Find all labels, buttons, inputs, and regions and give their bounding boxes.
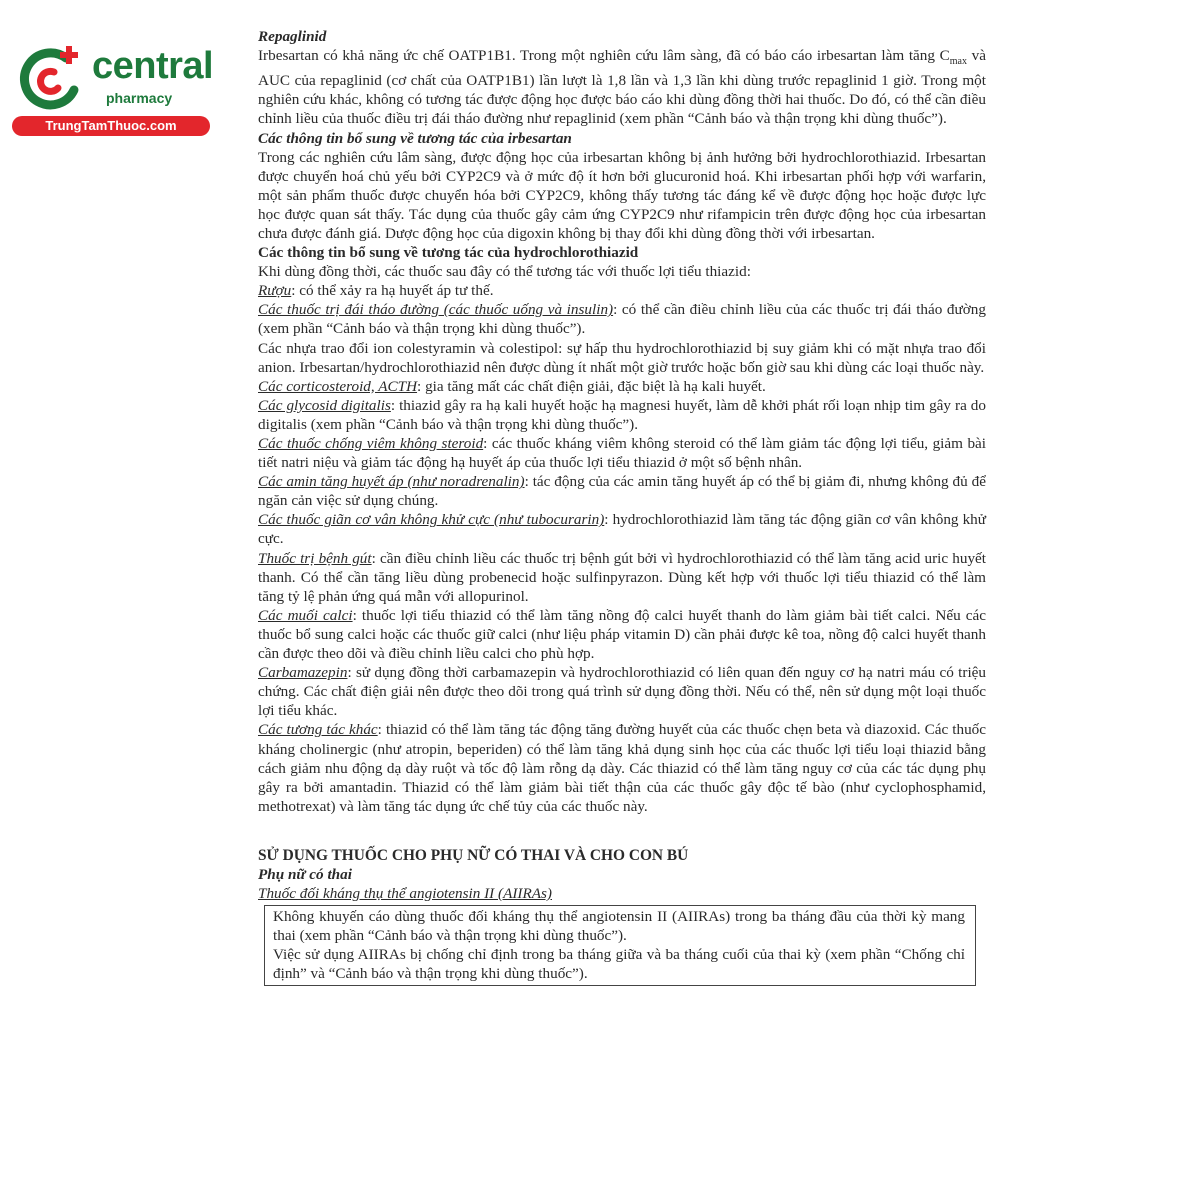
repaglinid-text-2: và AUC của repaglinid (cơ chất của OATP1B1) lần lượt là 1,8 lần và 1,3 lần khi dùng trước repaglinid 1 giờ. Trong một nghiên cứu khác, không có tương tác được động học được báo cáo khi dùng đồng thời hai thuốc. Do đó, có thể cần điều chỉnh liều của thuốc điều trị đái tháo đường như repaglinid (xem phần “Cảnh báo và thận trọng khi dùng thuốc”). [258, 47, 986, 128]
pregnancy-section-title: SỬ DỤNG THUỐC CHO PHỤ NỮ CÓ THAI VÀ CHO CON BÚ [258, 846, 689, 864]
cmax-subscript: max [949, 56, 967, 68]
logo-url-badge[interactable]: TrungTamThuoc.com [12, 116, 210, 136]
interaction-item [258, 300, 986, 338]
irbesartan-heading: Các thông tin bổ sung về tương tác của irbesartan [258, 129, 572, 147]
interaction-item [258, 339, 986, 377]
interaction-item [258, 510, 986, 548]
interaction-text: : thiazid có thể làm tăng tác động tăng đường huyết của các thuốc chẹn beta và diazoxid. Các thuốc kháng cholinergic (như atropin, beperiden) có thể làm tăng khả dụng sinh học của các thuốc lợi tiểu loại thiazid bằng cách giảm nhu động dạ dày ruột và tốc độ làm rỗng dạ dày. Các thiazid có thể làm tăng nguy cơ của các tác dụng phụ gây ra bởi amantadin. Thiazid có thể làm giảm bài tiết thận của các thuốc gây độc tế bào (như cyclophosphamid, methotrexat) và làm tăng tác dụng ức chế tủy của các thuốc này. [258, 721, 987, 815]
interaction-item [258, 606, 986, 663]
interaction-term: Các thuốc trị đái tháo đường (các thuốc uống và insulin) [258, 301, 614, 319]
hctz-heading: Các thông tin bổ sung về tương tác của hydrochlorothiazid [258, 244, 639, 262]
interaction-text: : có thể cần điều chỉnh liều của các thuốc trị đái tháo đường (xem phần “Cảnh báo và thận trọng khi dùng thuốc”). [258, 301, 986, 338]
interaction-item [258, 720, 986, 815]
interaction-item [258, 281, 986, 300]
interaction-text: Các nhựa trao đổi ion colestyramin và colestipol: sự hấp thu hydrochlorothiazid bị suy giảm khi có mặt nhựa trao đổi anion. Irbesartan/hydrochlorothiazid nên được dùng ít nhất một giờ trước hoặc bốn giờ sau khi dùng các loại thuốc này. [258, 339, 986, 376]
interaction-text: : các thuốc kháng viêm không steroid có thể làm giảm tác động lợi tiểu, giảm bài tiết natri niệu và giảm tác động hạ huyết áp của thuốc lợi tiểu thiazid ở một số bệnh nhân. [258, 435, 986, 472]
interaction-text: : có thể xảy ra hạ huyết áp tư thế. [291, 282, 494, 300]
interaction-text: : gia tăng mất các chất điện giải, đặc biệt là hạ kali huyết. [417, 377, 766, 395]
pharmacy-logo-icon [14, 44, 84, 114]
logo-subtitle: pharmacy [106, 90, 173, 106]
interaction-text: : thuốc lợi tiểu thiazid có thể làm tăng nồng độ calci huyết thanh do làm giảm bài tiết calci. Nếu các thuốc bổ sung calci hoặc các thuốc giữ calci (như liệu pháp vitamin D) cần phải được kê toa, nồng độ calci huyết thanh cần được theo dõi và điều chỉnh liều calci cho phù hợp. [258, 606, 986, 663]
interaction-term: Các glycosid digitalis [258, 396, 391, 414]
central-pharmacy-logo[interactable] [12, 38, 217, 138]
repaglinid-text-1: Irbesartan có khả năng ức chế OATP1B1. Trong một nghiên cứu lâm sàng, đã có báo cáo irbesartan làm tăng C [258, 47, 950, 65]
interaction-term: Các tương tác khác [258, 721, 378, 739]
interaction-item [258, 434, 986, 472]
aiiras-box-paragraph-2: Việc sử dụng AIIRAs bị chống chỉ định trong ba tháng giữa và ba tháng cuối của thai kỳ (xem phần “Chống chỉ định” và “Cảnh báo và thận trọng khi dùng thuốc”). [273, 946, 965, 983]
interaction-term: Carbamazepin [258, 664, 348, 682]
interaction-item [258, 549, 986, 606]
interaction-text: : thiazid gây ra hạ kali huyết hoặc hạ magnesi huyết, làm dễ khởi phát rối loạn nhịp tim gây ra do digitalis (xem phần “Cảnh báo và thận trọng khi dùng thuốc”). [258, 396, 986, 433]
interaction-term: Thuốc trị bệnh gút [258, 549, 372, 567]
hctz-interaction-list [258, 281, 986, 816]
interaction-item [258, 396, 986, 434]
irbesartan-paragraph: Trong các nghiên cứu lâm sàng, được động học của irbesartan không bị ảnh hưởng bởi hydrochlorothiazid. Irbesartan được chuyển hoá chủ yếu bởi CYP2C9 và ở mức độ ít hơn bởi glucuronid hoá. Khi irbesartan phối hợp với warfarin, một sản phẩm thuốc được chuyển hóa bởi CYP2C9, không thấy tương tác đáng kể về được động học hoặc được lực học được quan sát thấy. Tác dụng của thuốc gây cảm ứng CYP2C9 như rifampicin trên được động học của irbesartan chưa được đánh giá. Dược động học của digoxin không bị thay đổi khi dùng đồng thời với irbesartan. [258, 148, 986, 242]
interaction-text: : tác động của các amin tăng huyết áp có thể bị giảm đi, nhưng không đủ để ngăn cản việc sử dụng chúng. [258, 473, 986, 510]
interaction-term: Các amin tăng huyết áp (như noradrenalin) [258, 473, 525, 491]
aiiras-warning-box [264, 905, 976, 985]
interaction-term: Các thuốc chống viêm không steroid [258, 435, 484, 452]
document-body [258, 27, 986, 986]
interaction-text: : hydrochlorothiazid làm tăng tác động giãn cơ vân không khử cực. [258, 511, 987, 548]
aiiras-subheading: Thuốc đối kháng thụ thể angiotensin II (AIIRAs) [258, 885, 552, 903]
interaction-text: : sử dụng đồng thời carbamazepin và hydrochlorothiazid có liên quan đến nguy cơ hạ natri máu có triệu chứng. Các chất điện giải nên được theo dõi trong quá trình sử dụng đồng thời. Nếu có thể, nên sử dụng một loại thuốc lợi tiểu khác. [258, 664, 986, 720]
interaction-item [258, 472, 986, 510]
repaglinid-heading: Repaglinid [258, 28, 327, 45]
interaction-term: Các muối calci [258, 606, 353, 624]
pregnancy-subheading: Phụ nữ có thai [258, 865, 352, 883]
interaction-item [258, 377, 986, 396]
interaction-item [258, 663, 986, 720]
interaction-term: Các thuốc giãn cơ vân không khử cực (như tubocurarin) [258, 511, 605, 529]
logo-name: central [92, 45, 214, 87]
interaction-text: : cần điều chỉnh liều các thuốc trị bệnh gút bởi vì hydrochlorothiazid có thể làm tăng acid uric huyết thanh. Có thể cần tăng liều dùng probenecid hoặc sulfinpyrazon. Dùng kết hợp với thuốc lợi tiểu thiazid có thể làm tăng tỷ lệ phản ứng quá mẫn với allopurinol. [258, 549, 986, 605]
repaglinid-paragraph [258, 46, 986, 128]
interaction-term: Rượu [258, 282, 292, 300]
aiiras-box-paragraph-1: Không khuyến cáo dùng thuốc đối kháng thụ thể angiotensin II (AIIRAs) trong ba tháng đầu của thời kỳ mang thai (xem phần “Cảnh báo và thận trọng khi dùng thuốc”). [273, 908, 965, 945]
interaction-term: Các corticosteroid, ACTH [258, 377, 418, 395]
hctz-intro: Khi dùng đồng thời, các thuốc sau đây có thể tương tác với thuốc lợi tiểu thiazid: [258, 263, 751, 281]
